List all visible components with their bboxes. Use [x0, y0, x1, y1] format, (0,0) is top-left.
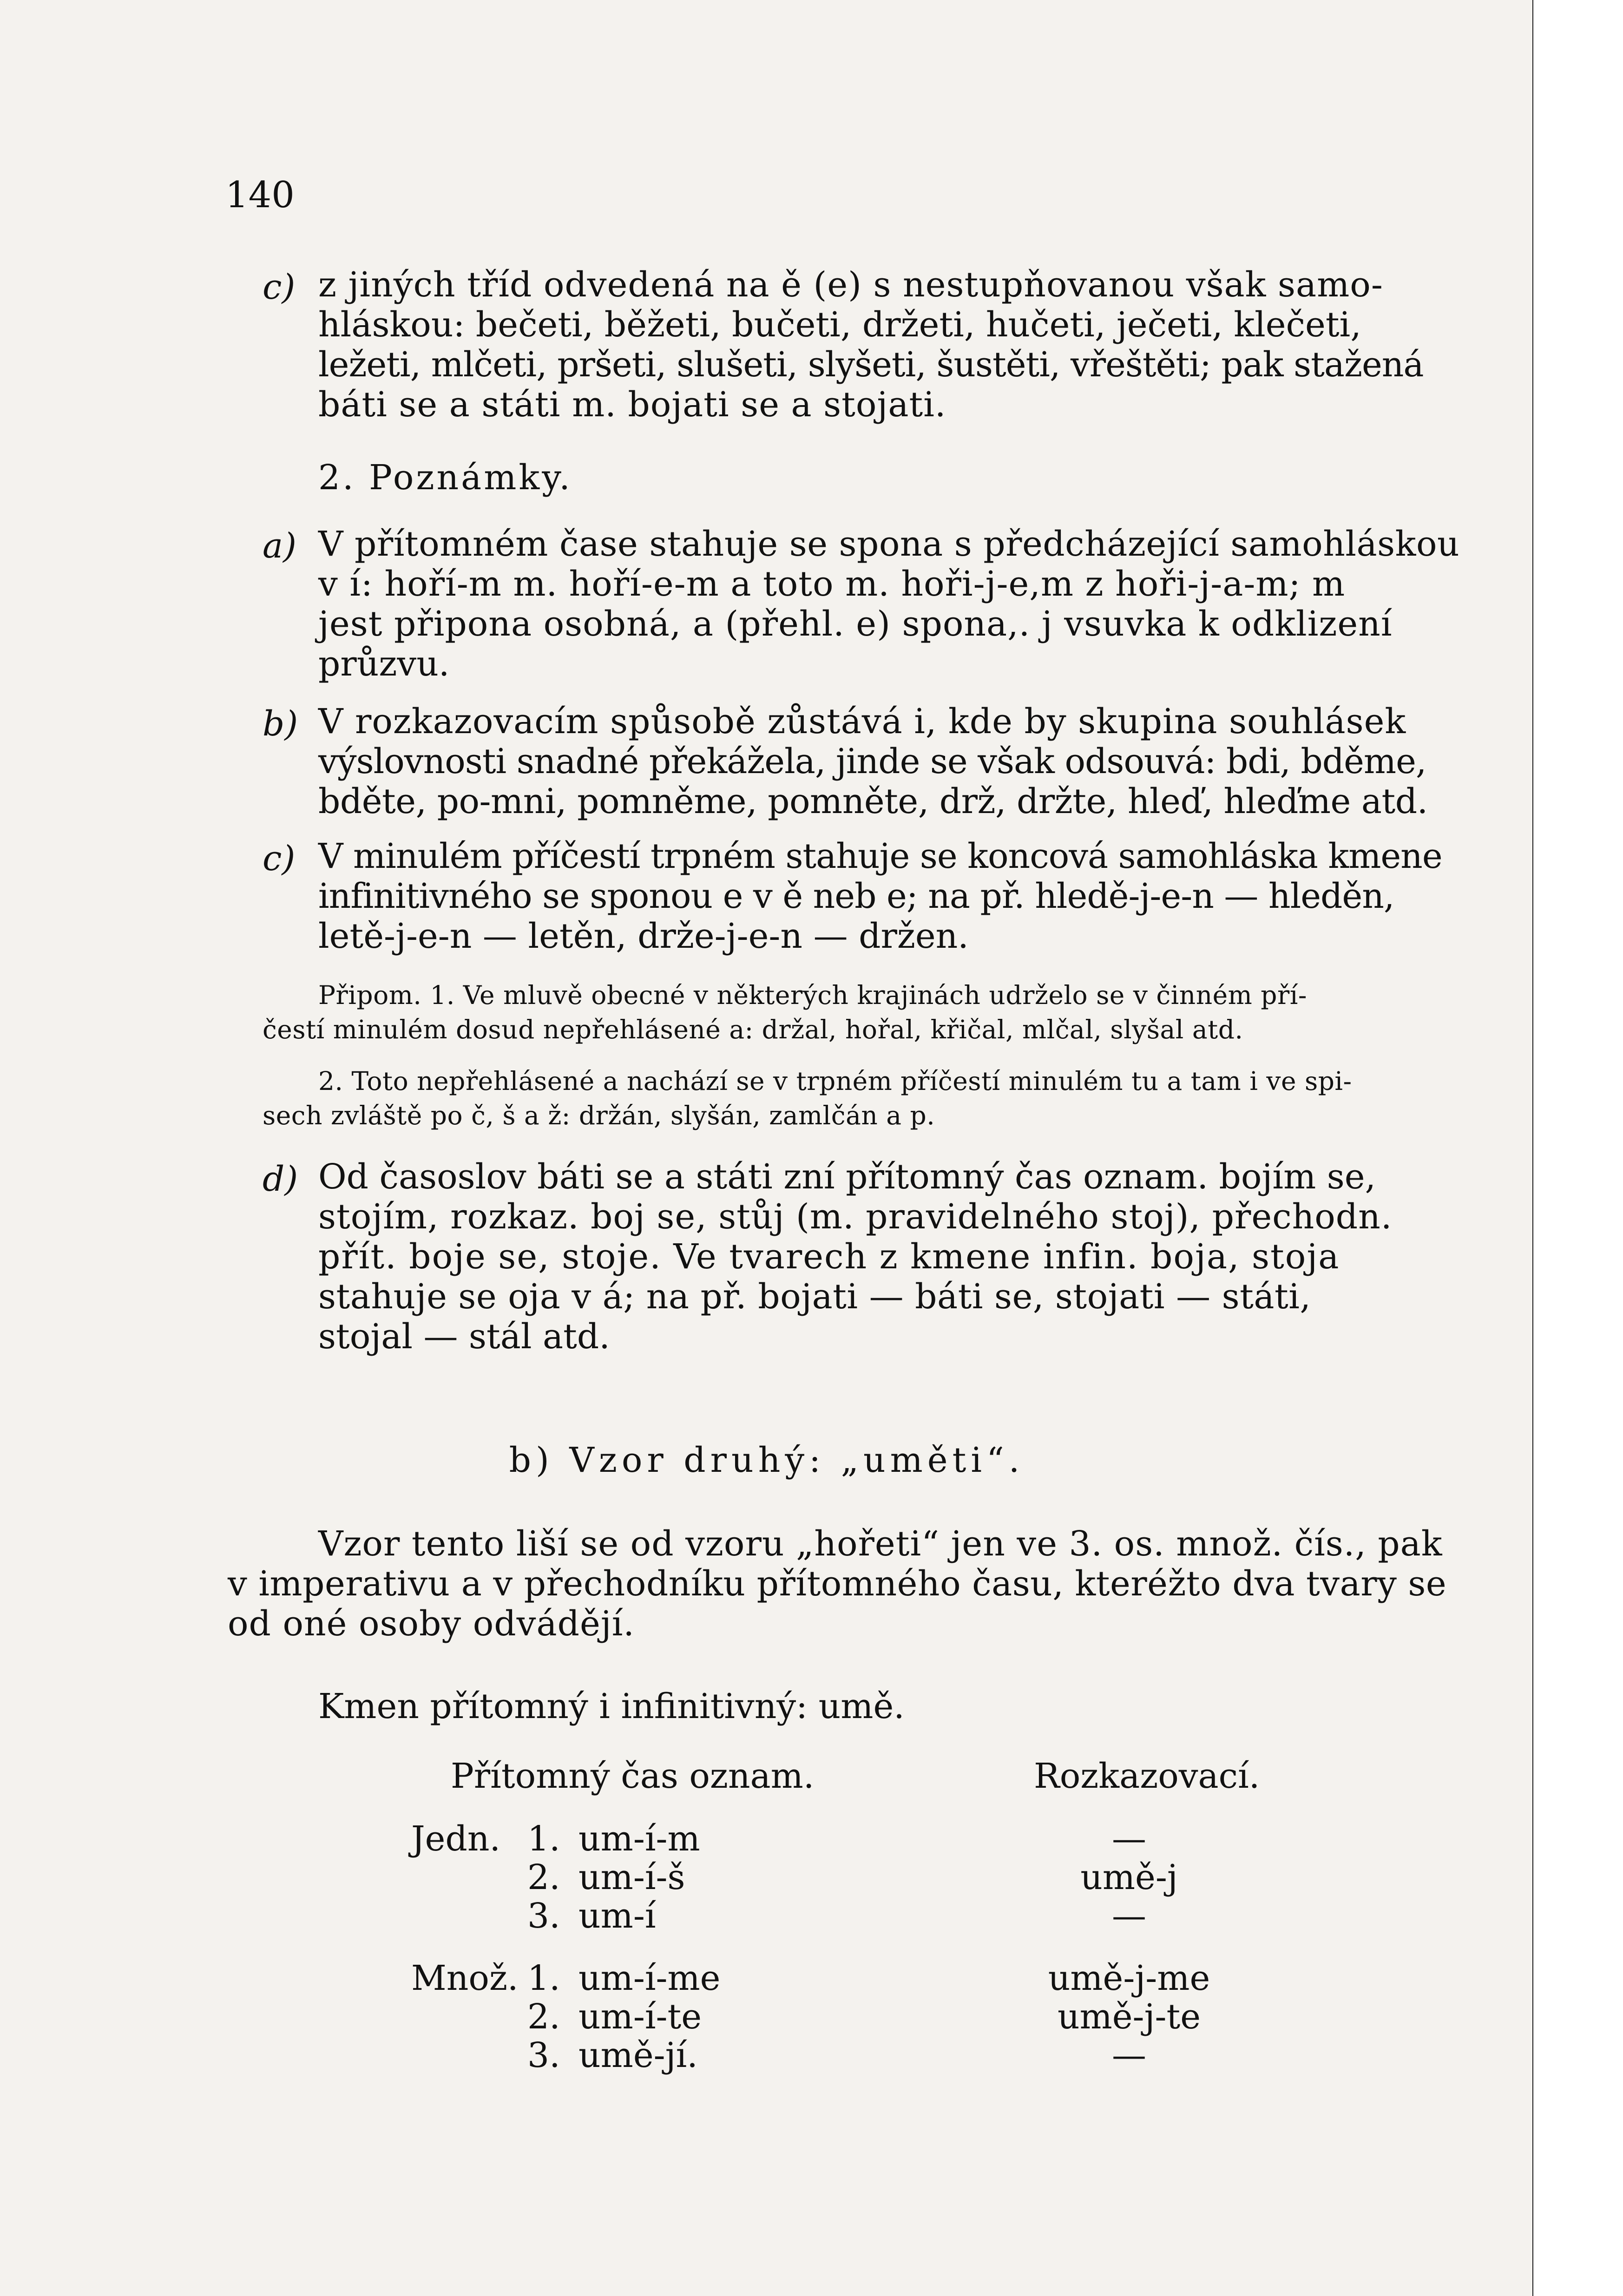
b-line: V rozkazovacím spůsobě zůstává i, kde by skupina souhlásek [318, 702, 1406, 741]
c2-line: letě-j-e-n — letěn, drže-j-e-n — držen. [318, 916, 969, 956]
d-line: stojím, rozkaz. boj se, stůj (m. pravidelného stoj), přechodn. [318, 1197, 1393, 1237]
present-form: um-í-m [578, 1819, 700, 1859]
present-form: um-í-š [578, 1857, 685, 1897]
c2-line: V minulém příčestí trpném stahuje se koncová samohláska kmene [318, 836, 1442, 876]
intro-line: od oné osoby odvádějí. [228, 1604, 635, 1644]
col-imperative-header: Rozkazovací. [1034, 1756, 1260, 1796]
page-margin [1533, 0, 1623, 2296]
stem-line: Kmen přítomný i infinitivný: umě. [318, 1686, 905, 1726]
a-label: a) [263, 526, 296, 566]
col-present-header: Přítomný čas oznam. [451, 1756, 815, 1796]
a-line: V přítomném čase stahuje se spona s předcházející samohláskou [318, 524, 1460, 564]
c1-line: hláskou: bečeti, běžeti, bučeti, držeti, hučeti, ječeti, klečeti, [318, 305, 1361, 345]
imperative-form: — [1112, 1819, 1146, 1859]
present-form: umě-jí. [578, 2035, 698, 2075]
row-number: 3. [527, 2035, 560, 2075]
remark-2 [263, 1064, 1433, 1133]
page-number: 140 [225, 174, 295, 216]
row-number: 1. [527, 1958, 560, 1998]
intro-line: v imperativu a v přechodníku přítomného času, kteréžto dva tvary se [228, 1564, 1447, 1604]
c2-label: c) [263, 839, 296, 879]
singular-label: Jedn. [411, 1819, 501, 1859]
c2-line: infinitivného se sponou e v ě neb e; na př. hledě-j-e-n — hleděn, [318, 876, 1394, 916]
section-title: b) Vzor druhý: „uměti“. [509, 1440, 1025, 1480]
d-line: stahuje se oja v á; na př. bojati — báti se, stojati — státi, [318, 1277, 1311, 1317]
imperative-form: umě-j-me [1048, 1958, 1210, 1998]
b-line: výslovnosti snadné překážela, jinde se však odsouvá: bdi, bděme, [318, 741, 1426, 781]
imperative-form: — [1112, 2035, 1146, 2075]
remark-2-line: sech zvláště po č, š a ž: držán, slyšán, zamlčán a p. [263, 1101, 935, 1130]
a-line: průzvu. [318, 644, 450, 684]
intro-line: Vzor tento liší se od vzoru „hořeti“ jen ve 3. os. množ. čís., pak [318, 1524, 1443, 1564]
imperative-form: umě-j-te [1057, 1997, 1201, 2037]
imperative-form: umě-j [1080, 1857, 1178, 1897]
a-line: v í: hoří-m m. hoří-e-m a toto m. hoři-j-e,m z hoři-j-a-m; m [318, 564, 1346, 604]
d-label: d) [263, 1159, 298, 1199]
row-number: 2. [527, 1997, 560, 2037]
present-form: um-í-me [578, 1958, 721, 1998]
c1-line: z jiných tříd odvedená na ě (e) s nestupňovanou však samo- [318, 265, 1383, 305]
remark-2-line: 2. Toto nepřehlásené a nachází se v trpném příčestí minulém tu a tam i ve spi- [318, 1066, 1352, 1096]
present-form: um-í [578, 1896, 656, 1936]
intro-paragraph [228, 1524, 1447, 1644]
c2-paragraph [318, 836, 1442, 956]
present-form: um-í-te [578, 1997, 702, 2037]
c1-label: c) [263, 267, 296, 307]
a-paragraph [318, 524, 1460, 684]
remark-1 [263, 978, 1433, 1047]
c1-line: báti se a státi m. bojati se a stojati. [318, 385, 946, 425]
d-line: Od časoslov báti se a státi zní přítomný čas oznam. bojím se, [318, 1157, 1376, 1197]
c1-paragraph [318, 265, 1429, 425]
d-line: stojal — stál atd. [318, 1317, 610, 1357]
row-number: 3. [527, 1896, 560, 1936]
imperative-form: — [1112, 1896, 1146, 1936]
d-paragraph [318, 1157, 1429, 1357]
d-line: přít. boje se, stoje. Ve tvarech z kmene infin. boja, stoja [318, 1237, 1340, 1277]
plural-label: Množ. [411, 1958, 519, 1998]
remark-1-line: čestí minulém dosud nepřehlásené a: držal, hořal, křičal, mlčal, slyšal atd. [263, 1015, 1243, 1044]
b-paragraph [318, 702, 1429, 821]
b-line: bděte, po-mni, pomněme, pomněte, drž, držte, hleď, hleďme atd. [318, 781, 1428, 821]
notes-heading: 2. Poznámky. [318, 458, 572, 498]
b-label: b) [263, 704, 298, 744]
row-number: 1. [527, 1819, 560, 1859]
c1-line: ležeti, mlčeti, pršeti, slušeti, slyšeti, šustěti, vřeštěti; pak stažená [318, 345, 1424, 385]
remark-1-line: Připom. 1. Ve mluvě obecné v některých krajinách udrželo se v činném pří- [318, 980, 1307, 1010]
row-number: 2. [527, 1857, 560, 1897]
a-line: jest připona osobná, a (přehl. e) spona,. j vsuvka k odklizení [318, 604, 1393, 644]
